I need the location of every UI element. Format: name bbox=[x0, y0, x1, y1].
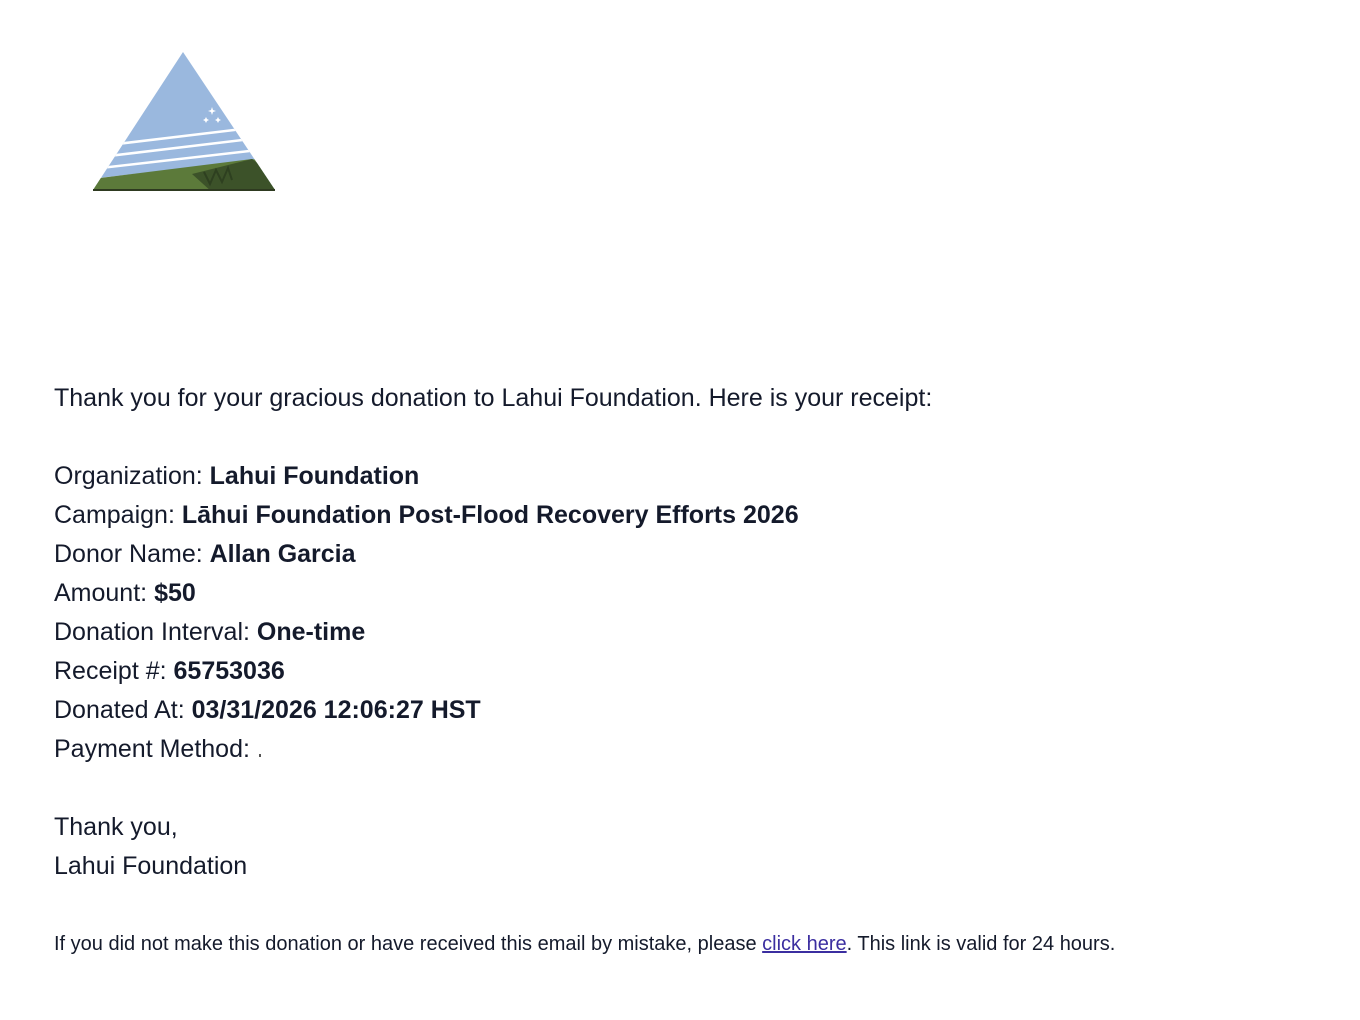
footer-text-before: If you did not make this donation or have received this email by mistake, please bbox=[54, 933, 763, 955]
payment-method-row bbox=[54, 730, 1334, 769]
donated-at-label: Donated At: bbox=[54, 696, 192, 724]
organization-label: Organization: bbox=[54, 462, 210, 490]
click-here-link[interactable]: click here bbox=[762, 933, 847, 955]
donated-at-value: 03/31/2026 12:06:27 HST bbox=[191, 696, 481, 724]
donated-at-row bbox=[54, 691, 1334, 730]
campaign-row bbox=[54, 496, 1334, 535]
receipt-details bbox=[54, 457, 1334, 769]
donor-name-value: Allan Garcia bbox=[209, 540, 356, 568]
donor-name-label: Donor Name: bbox=[54, 540, 210, 568]
closing-thanks: Thank you, bbox=[54, 813, 178, 841]
organization-value: Lahui Foundation bbox=[209, 462, 420, 490]
donation-interval-row bbox=[54, 613, 1334, 652]
lahui-foundation-logo-icon bbox=[92, 52, 276, 192]
closing-signature: Lahui Foundation bbox=[54, 852, 248, 880]
intro-text: Thank you for your gracious donation to Lahui Foundation. Here is your receipt: bbox=[54, 384, 933, 412]
payment-method-label: Payment Method: bbox=[54, 735, 257, 763]
email-body bbox=[54, 379, 1334, 886]
organization-row bbox=[54, 457, 1334, 496]
receipt-number-value: 65753036 bbox=[173, 657, 285, 685]
donation-interval-label: Donation Interval: bbox=[54, 618, 257, 646]
donation-interval-value: One-time bbox=[256, 618, 366, 646]
payment-method-mark bbox=[259, 754, 261, 757]
amount-label: Amount: bbox=[54, 579, 155, 607]
donor-name-row bbox=[54, 535, 1334, 574]
footer-text-after: . This link is valid for 24 hours. bbox=[846, 933, 1116, 955]
campaign-value: Lāhui Foundation Post-Flood Recovery Efforts 2026 bbox=[181, 501, 799, 529]
amount-row bbox=[54, 574, 1334, 613]
campaign-label: Campaign: bbox=[54, 501, 182, 529]
footer-note bbox=[54, 930, 1115, 958]
receipt-number-label: Receipt #: bbox=[54, 657, 174, 685]
amount-value: $50 bbox=[154, 579, 196, 607]
receipt-number-row bbox=[54, 652, 1334, 691]
